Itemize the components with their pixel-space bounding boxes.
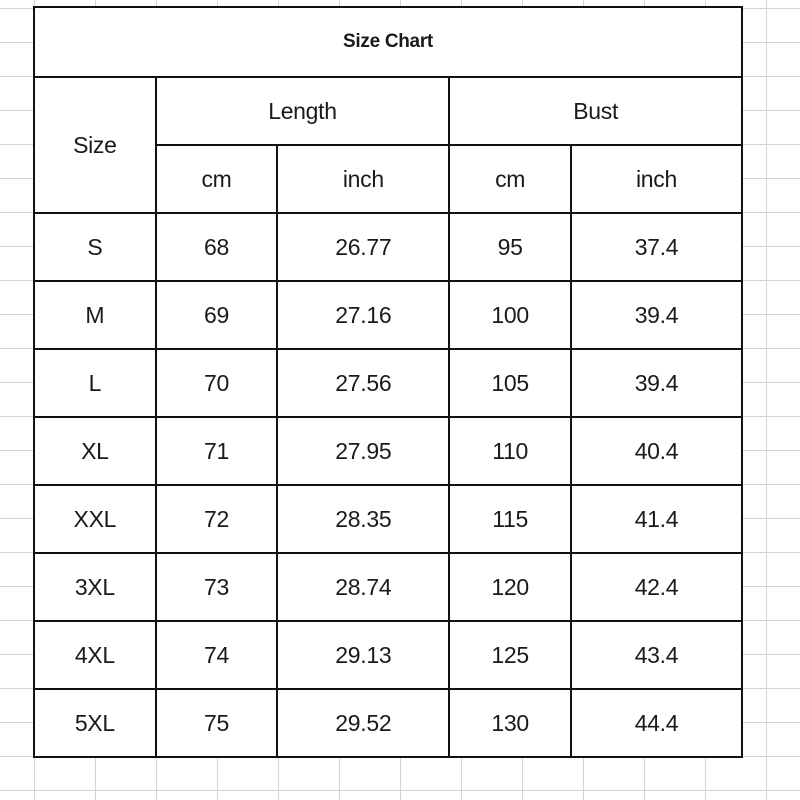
header-length-inch: inch	[277, 145, 449, 213]
table-row	[34, 689, 742, 757]
header-length: Length	[156, 77, 450, 145]
table-row	[34, 553, 742, 621]
cell-length-cm: 68	[156, 213, 278, 281]
table-title: Size Chart	[34, 7, 742, 77]
cell-length-cm: 73	[156, 553, 278, 621]
cell-bust-cm: 110	[449, 417, 571, 485]
header-bust-inch: inch	[571, 145, 742, 213]
cell-bust-inch: 43.4	[571, 621, 742, 689]
cell-bust-inch: 37.4	[571, 213, 742, 281]
table-row	[34, 485, 742, 553]
cell-length-cm: 72	[156, 485, 278, 553]
cell-length-cm: 70	[156, 349, 278, 417]
cell-bust-cm: 105	[449, 349, 571, 417]
cell-length-inch: 28.35	[277, 485, 449, 553]
table-row	[34, 417, 742, 485]
cell-bust-inch: 39.4	[571, 281, 742, 349]
cell-length-inch: 29.13	[277, 621, 449, 689]
cell-length-inch: 29.52	[277, 689, 449, 757]
header-size: Size	[34, 77, 156, 213]
cell-length-cm: 69	[156, 281, 278, 349]
cell-bust-inch: 40.4	[571, 417, 742, 485]
cell-length-inch: 26.77	[277, 213, 449, 281]
table-row	[34, 281, 742, 349]
cell-bust-cm: 115	[449, 485, 571, 553]
cell-bust-cm: 125	[449, 621, 571, 689]
cell-size: 5XL	[34, 689, 156, 757]
cell-size: S	[34, 213, 156, 281]
cell-bust-cm: 130	[449, 689, 571, 757]
cell-size: XL	[34, 417, 156, 485]
cell-bust-inch: 41.4	[571, 485, 742, 553]
cell-bust-inch: 42.4	[571, 553, 742, 621]
title-row	[34, 7, 742, 77]
header-length-cm: cm	[156, 145, 278, 213]
cell-length-cm: 74	[156, 621, 278, 689]
header-bust-cm: cm	[449, 145, 571, 213]
cell-size: M	[34, 281, 156, 349]
cell-bust-inch: 44.4	[571, 689, 742, 757]
header-row-groups	[34, 77, 742, 145]
cell-length-inch: 27.16	[277, 281, 449, 349]
cell-bust-cm: 95	[449, 213, 571, 281]
cell-length-cm: 75	[156, 689, 278, 757]
cell-length-inch: 28.74	[277, 553, 449, 621]
cell-bust-inch: 39.4	[571, 349, 742, 417]
size-chart-table	[33, 6, 743, 758]
table-row	[34, 349, 742, 417]
cell-size: 4XL	[34, 621, 156, 689]
cell-bust-cm: 100	[449, 281, 571, 349]
cell-length-cm: 71	[156, 417, 278, 485]
cell-length-inch: 27.56	[277, 349, 449, 417]
table-row	[34, 213, 742, 281]
cell-size: 3XL	[34, 553, 156, 621]
cell-bust-cm: 120	[449, 553, 571, 621]
cell-length-inch: 27.95	[277, 417, 449, 485]
header-bust: Bust	[449, 77, 742, 145]
table-row	[34, 621, 742, 689]
cell-size: XXL	[34, 485, 156, 553]
cell-size: L	[34, 349, 156, 417]
